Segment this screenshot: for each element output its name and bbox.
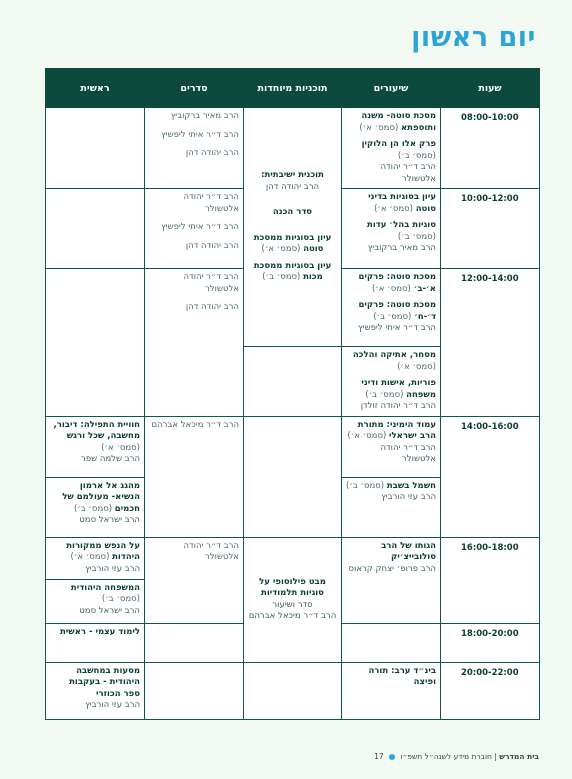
- reshit-entry: מהגג אל ארמון הנשיא- מעולמם של חכמים (סמס׳ ב׳) הרב ישראל סמט: [62, 480, 140, 525]
- lessons-cell: [342, 108, 441, 189]
- page-title: יום ראשון: [411, 22, 536, 53]
- table-row: [46, 416, 540, 477]
- time-slot: 18:00-20:00: [441, 623, 540, 662]
- sedarim-cell: הרב מאיר ברקוביץ הרב ד״ר איתי ליפשיץ הרב יהודה דהן: [145, 108, 244, 189]
- lessons-cell: [342, 416, 441, 477]
- bullet-dot-icon: [389, 754, 395, 760]
- lessons-cell: [342, 537, 441, 623]
- time-slot: 16:00-18:00: [441, 537, 540, 623]
- lessons-cell: [342, 477, 441, 537]
- lesson-entry: מסכת סוטה- משנה ותוספתא (סמס׳ א׳): [359, 111, 436, 133]
- page-footer: [45, 752, 539, 761]
- sedarim-cell: הרב ד״ר יהודה אלטשולר: [145, 537, 244, 623]
- reshit-entry: לימוד עצמי - ראשית: [59, 626, 140, 637]
- table-row: [46, 537, 540, 579]
- lesson-entry: בינ״ד ערב: תורה ופיצה: [368, 665, 436, 687]
- time-slot: 12:00-14:00: [441, 269, 540, 417]
- reshit-entry: חוויית התפילה: דיבור, מחשבה, שכל ורגש (סמס׳ א׳) הרב שלמה שפר: [53, 419, 140, 464]
- reshit-entry: על הנפש ממקורות היהדות (סמס׳ א׳) הרב עזי הורביץ: [66, 540, 140, 574]
- lesson-entry: חשמל בשבת (סמס׳ ב׳) הרב עזי הורביץ: [346, 480, 436, 502]
- sedarim-cell: [145, 662, 244, 719]
- special-program-cell: [244, 662, 342, 719]
- special-program-cell: [244, 347, 342, 417]
- time-slot: 10:00-12:00: [441, 189, 540, 269]
- reshit-cell: [46, 269, 145, 417]
- sedarim-cell: הרב ד״ר יהודה אלטשולר הרב ד״ר איתי ליפשיץ הרב יהודה דהן: [145, 189, 244, 269]
- page-number: 17: [374, 752, 384, 761]
- lesson-entry: מסכת סוטה: פרקים א׳-ב׳ (סמס׳ א׳): [358, 272, 436, 294]
- footer-separator: |: [494, 752, 497, 761]
- lessons-cell: [342, 269, 441, 347]
- column-header-reshit: ראשית: [46, 69, 145, 108]
- column-header-lessons: שיעורים: [342, 69, 441, 108]
- table-row: [46, 662, 540, 719]
- reshit-cell: [46, 662, 145, 719]
- lesson-entry: מסכת סוטה: פרקים ד׳-ח׳ (סמס׳ ב׳) הרב ד״ר איתי ליפשיץ: [358, 300, 436, 333]
- lessons-cell: [342, 623, 441, 662]
- sedarim-cell: הרב ד״ר מיכאל אברהם: [145, 416, 244, 537]
- reshit-cell: [46, 477, 145, 537]
- schedule-table: [45, 68, 540, 720]
- lesson-entry: פרק אלו הן הלוקין (סמס׳ ב׳) הרב ד״ר יהודה אלטשולר: [361, 139, 436, 184]
- lessons-cell: [342, 189, 441, 269]
- lesson-entry: הגותו של הרב סולובייצ׳יק הרב פרופ׳ יצחק קראוס: [348, 540, 436, 574]
- column-header-sedarim: סדרים: [145, 69, 244, 108]
- reshit-entry: מסעות במחשבה היהודית - בעקבות ספר הכוזרי הרב עזי הורביץ: [69, 665, 140, 710]
- lesson-entry: עמוד הימיני: מתורת הרב ישראלי (סמס׳ א׳) הרב ד״ר יהודה אלטשולר: [347, 419, 436, 464]
- special-program-cell: [244, 416, 342, 537]
- reshit-cell: [46, 189, 145, 269]
- footer-brand: בית המדרש: [499, 752, 539, 761]
- lesson-entry: עיון בסוגיות בדיני סוטה (סמס׳ א׳): [368, 192, 436, 214]
- special-program-cell: מבט פילוסופי על סוגיות תלמודיות סדר ושיעור הרב ד״ר מיכאל אברהם: [244, 537, 342, 662]
- table-row: [46, 108, 540, 189]
- reshit-cell: [46, 537, 145, 579]
- time-slot: 14:00-16:00: [441, 416, 540, 537]
- lessons-cell: [342, 347, 441, 417]
- reshit-entry: המשפחה היהודית (סמס׳ ב׳) הרב ישראל סמט: [70, 582, 140, 616]
- lesson-entry: פוריות, אישות ודיני משפחה (סמס׳ ב׳) הרב ד״ר יהודה זולדן: [360, 378, 436, 411]
- lessons-cell: [342, 662, 441, 719]
- footer-text: חוברת מידע לשנה״ל תשפ״ו: [400, 752, 492, 761]
- time-slot: 08:00-10:00: [441, 108, 540, 189]
- reshit-cell: [46, 623, 145, 662]
- column-header-hours: שעות: [441, 69, 540, 108]
- sedarim-cell: הרב ד״ר יהודה אלטשולר הרב יהודה דהן: [145, 269, 244, 417]
- reshit-cell: [46, 416, 145, 477]
- special-program-cell: תוכנית ישיבתית: הרב יהודה דהן סדר הכנה עיון בסוגיות ממסכת סוטה (סמס׳ א׳) עיון בסוגיות ממסכת מכות (סמס׳ ב׳): [244, 108, 342, 347]
- lesson-entry: מסחר, אתיקה והלכה (סמס׳ א׳): [352, 350, 436, 372]
- table-header-row: [46, 69, 540, 108]
- lesson-entry: סוגיות בהל׳ עדות (סמס׳ ב׳) הרב מאיר ברקוביץ: [367, 220, 436, 253]
- reshit-cell: [46, 579, 145, 623]
- reshit-cell: [46, 108, 145, 189]
- sedarim-cell: [145, 623, 244, 662]
- column-header-special-programs: תוכניות מיוחדות: [244, 69, 342, 108]
- time-slot: 20:00-22:00: [441, 662, 540, 719]
